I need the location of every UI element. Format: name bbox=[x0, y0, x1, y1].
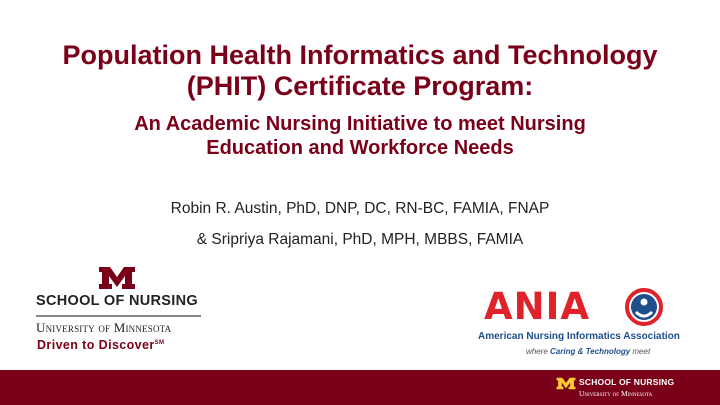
ania-tagline: where Caring & Technology meet bbox=[526, 347, 651, 356]
footer-bar bbox=[0, 370, 720, 405]
slide-subtitle bbox=[40, 112, 680, 160]
ania-globe-icon bbox=[624, 287, 664, 327]
slide-title bbox=[20, 40, 700, 102]
author-line-1: Robin R. Austin, PhD, DNP, DC, RN-BC, FAMIA, FNAP bbox=[170, 200, 550, 217]
ania-wordmark: ANIA bbox=[484, 285, 591, 328]
school-of-nursing-label: SCHOOL OF NURSING bbox=[36, 293, 198, 309]
logo-divider bbox=[36, 315, 201, 317]
author-line-2: & Sripriya Rajamani, PhD, MPH, MBBS, FAMIA bbox=[196, 231, 524, 248]
footer-university-name: University of Minnesota bbox=[579, 389, 653, 398]
title-line-2: (PHIT) Certificate Program: bbox=[186, 71, 534, 101]
footer-umn-logo bbox=[556, 375, 716, 401]
ania-full-name: American Nursing Informatics Association bbox=[478, 331, 680, 342]
subtitle-line-1: An Academic Nursing Initiative to meet Nursing bbox=[134, 113, 586, 135]
driven-to-discover-tagline: Driven to Discover℠ bbox=[37, 338, 165, 352]
subtitle-line-2: Education and Workforce Needs bbox=[206, 137, 514, 159]
umn-block-m-icon bbox=[98, 267, 136, 289]
title-line-1: Population Health Informatics and Technology bbox=[62, 40, 658, 70]
footer-block-m-icon bbox=[556, 377, 576, 390]
footer-school-label: SCHOOL OF NURSING bbox=[579, 377, 675, 387]
university-name: University of Minnesota bbox=[36, 320, 172, 335]
ania-logo bbox=[478, 287, 693, 362]
umn-school-of-nursing-logo bbox=[36, 267, 216, 357]
author-list bbox=[60, 193, 660, 255]
